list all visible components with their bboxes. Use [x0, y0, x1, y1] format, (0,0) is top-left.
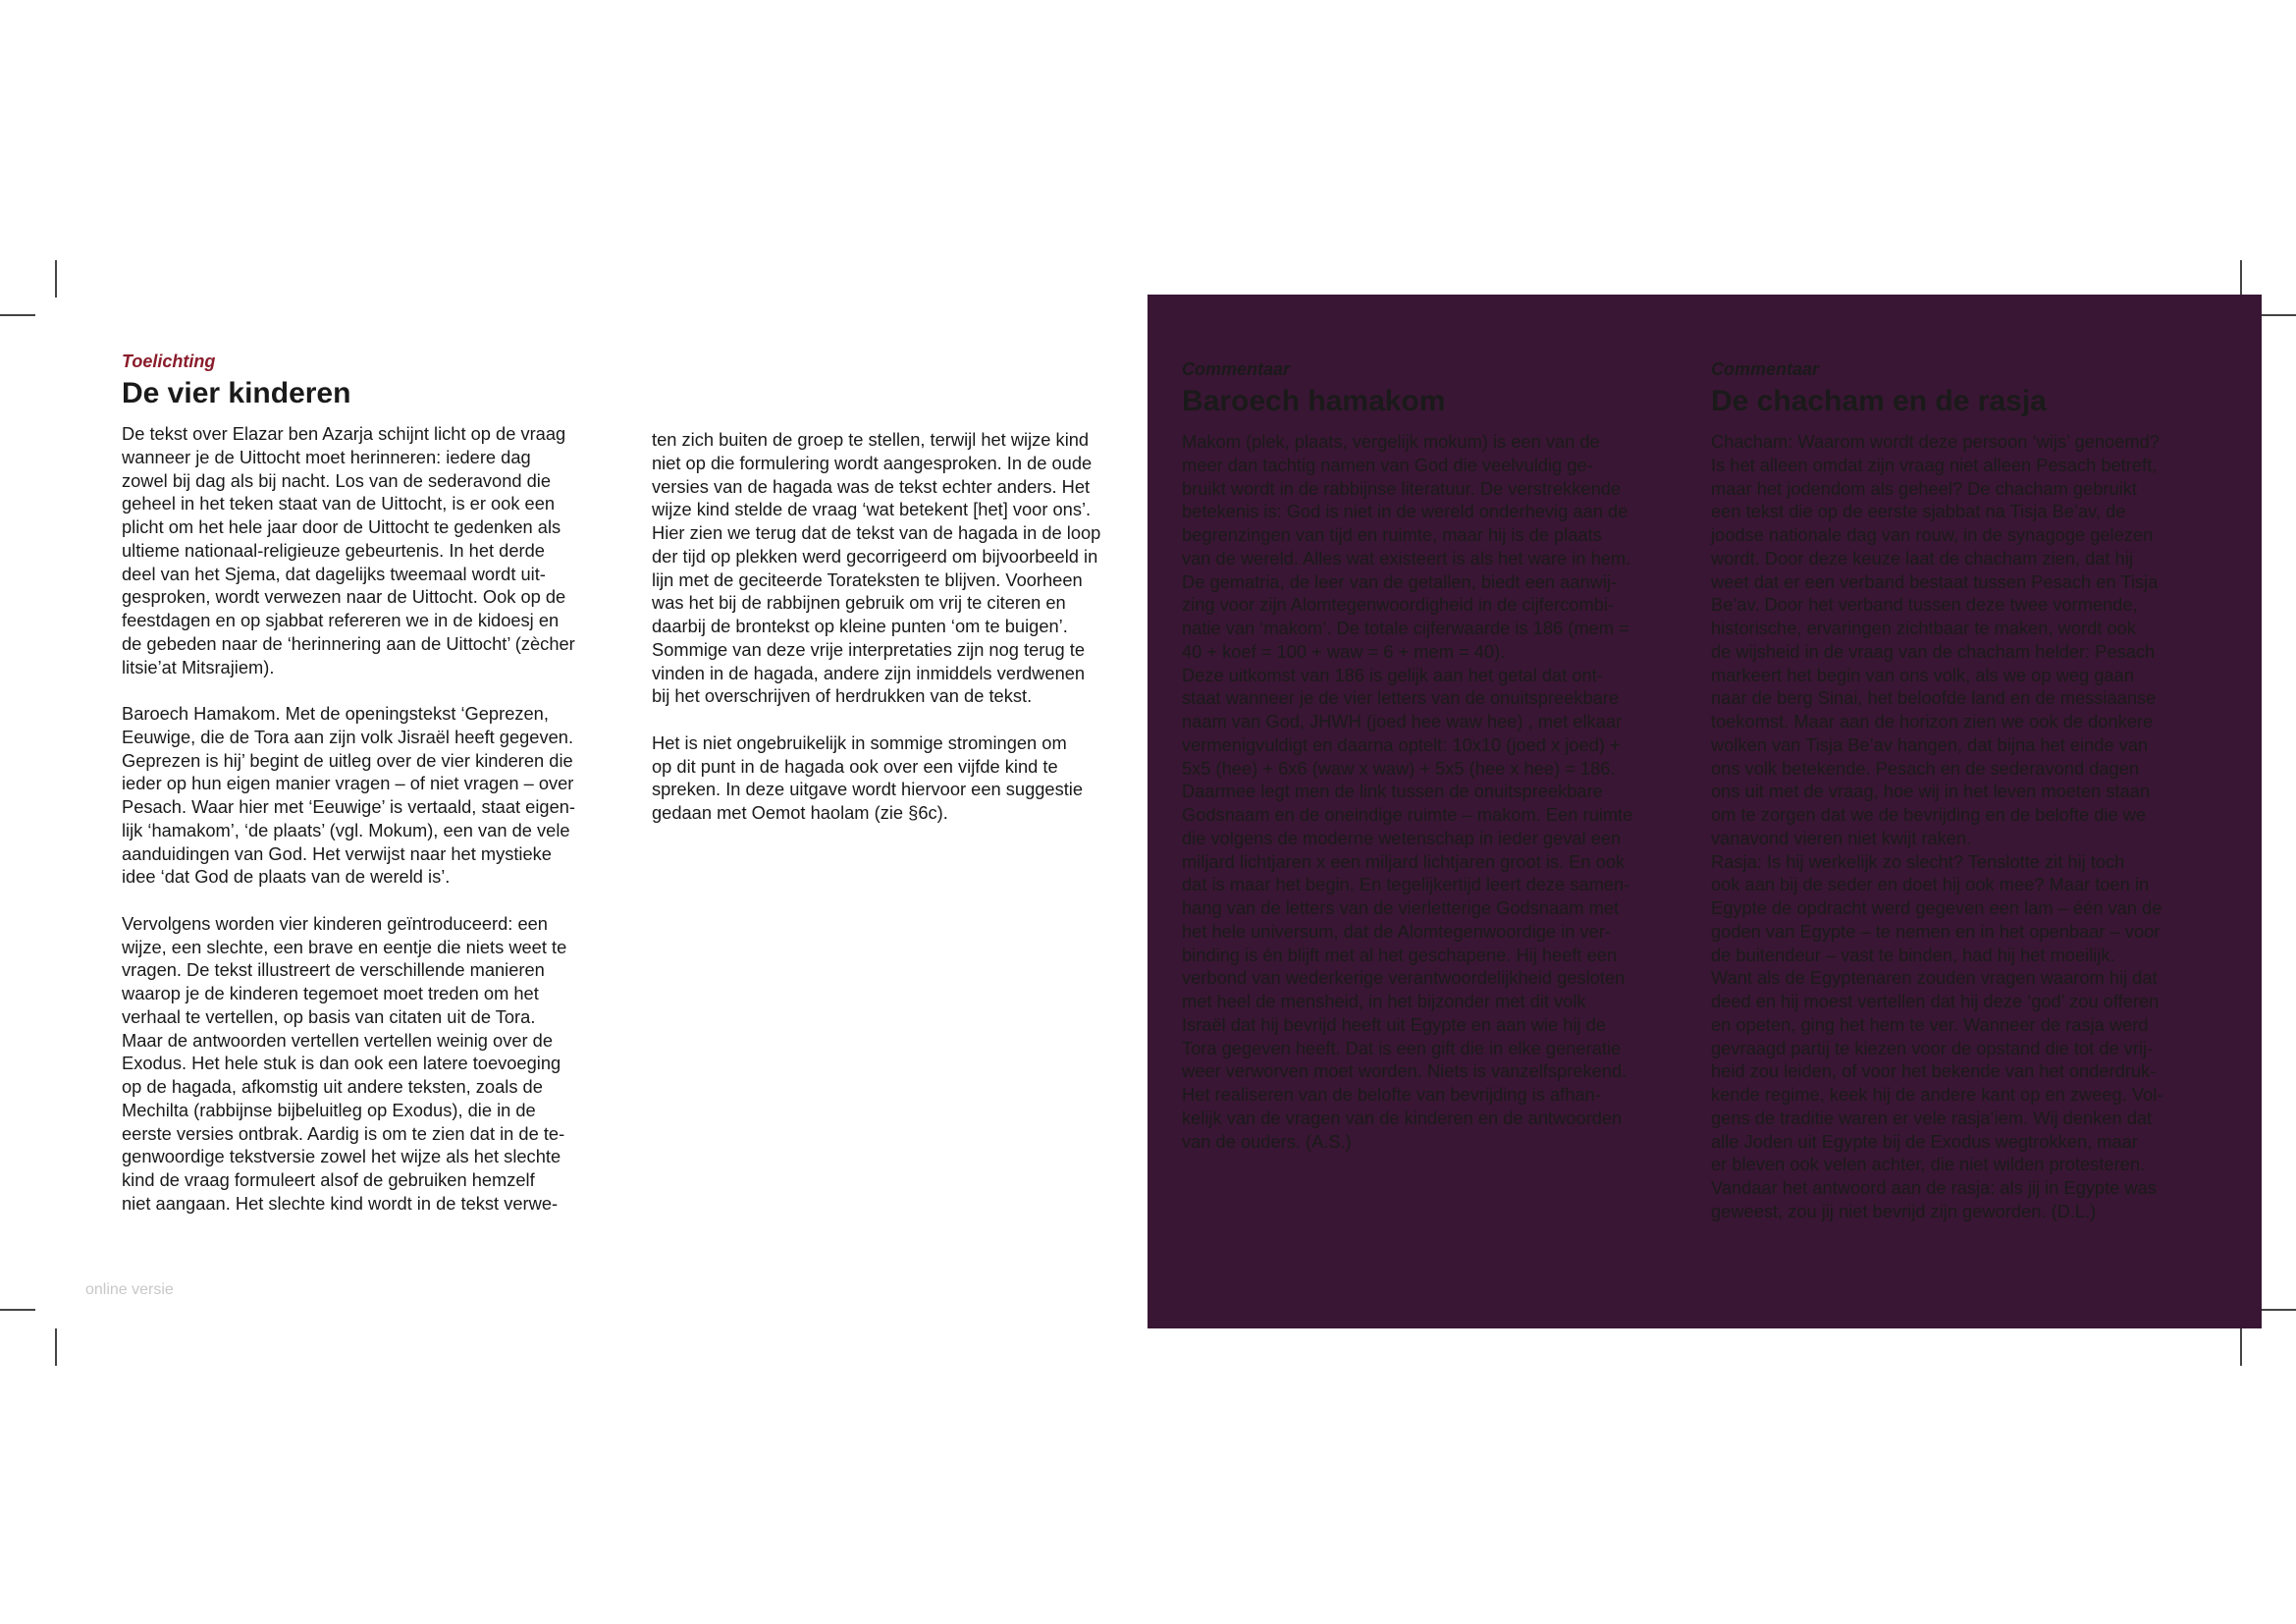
- paragraph: De tekst over Elazar ben Azarja schijnt licht op de vraag wanneer je de Uittocht moet herinneren: iedere dag zowel bij dag als bij nacht. Los van de sederavond die geheel in het teken staat van de Uittocht, is er ook een plicht om het hele jaar door de Uittocht te gedenken als ultieme nationaal-religieuze gebeurtenis. In het derde deel van het Sjema, dat dagelijks tweemaal wordt uit- gesproken, wordt verwezen naar de Uittocht. Ook op de feestdagen en op sjabbat refereren we in de kidoesj en de gebeden naar de ‘herinnering aan de Uittocht’ (zècher litsie’at Mitsrajiem).: [122, 423, 575, 677]
- paragraph: Chacham: Waarom wordt deze persoon ‘wijs’ genoemd? Is het alleen omdat zijn vraag niet alleen Pesach betreft, maar het jodendom als geheel? De chacham gebruikt een tekst die op de eerste sjabbat na Tisja Be’av, de joodse nationale dag van rouw, in de synagoge gelezen wordt. Door deze keuze laat de chacham zien, dat hij weet dat er een verband bestaat tussen Pesach en Tisja Be’av. Door het verband tussen deze twee vormende, historische, ervaringen zichtbaar te maken, wordt ook de wijsheid in de vraag van de chacham helder: Pesach markeert het begin van ons volk, als we op weg gaan naar de berg Sinai, het beloofde land en de messiaanse toekomst. Maar aan de horizon zien we ook de donkere wolken van Tisja Be’av hangen, dat bijna het einde van ons volk betekende. Pesach en de sederavond dagen ons uit met de vraag, hoe wij in het leven moeten staan om te zorgen dat we de bevrijding en de belofte die we vanavond vieren niet kwijt raken. Rasja: Is hij werkelijk zo slecht? Tenslotte zit hij toch ook aan bij de seder en doet hij ook mee? Maar toen in Egypte de opdracht werd gegeven een lam – één van de goden van Egypte – te nemen en in het openbaar – voor de buitendeur – vast te binden, had hij het moeilijk. Want als de Egyptenaren zouden vragen waarom hij dat deed en hij moest vertellen dat hij deze ‘god’ zou offeren en opeten, ging het hem te ver. Wanneer de rasja werd gevraagd partij te kiezen voor de opstand die tot de vrij- heid zou leiden, of voor het bekende van het onderdruk- kende regime, keek hij de andere kant op en zweeg. Vol- gens de traditie waren er vele rasja’iem. Wij denken dat alle Joden uit Egypte bij de Exodus wegtrokken, maar er bleven ook velen achter, die niet wilden protesteren. Vandaar het antwoord aan de rasja: als jij in Egypte was geweest, zou jij niet bevrijd zijn geworden. (D.L.): [1711, 431, 2163, 1221]
- crop-mark: [2261, 314, 2296, 316]
- crop-mark: [2240, 1328, 2242, 1366]
- section-title: Baroech hamakom: [1182, 385, 1446, 417]
- section-label: Commentaar: [1711, 359, 1820, 379]
- left-column-2: [652, 428, 1143, 848]
- crop-mark: [0, 314, 35, 316]
- crop-mark: [55, 1328, 57, 1366]
- page-title: De vier kinderen: [122, 377, 351, 409]
- crop-mark: [2240, 260, 2242, 298]
- paragraph: ten zich buiten de groep te stellen, terwijl het wijze kind niet op die formulering wordt aangesproken. In de oude versies van de hagada was de tekst echter anders. Het wijze kind stelde de vraag ‘wat betekent [het] voor ons’. Hier zien we terug dat de tekst van de hagada in de loop der tijd op plekken werd gecorrigeerd om bijvoorbeeld in lijn met de geciteerde Torateksten te blijven. Voorheen was het bij de rabbijnen gebruik om vrij te citeren en daarbij de brontekst op kleine punten ‘om te buigen’. Sommige van deze vrije interpretaties zijn nog terug te vinden in de hagada, andere zijn inmiddels verdwenen bij het overschrijven of herdrukken van de tekst.: [652, 429, 1101, 707]
- commentary-column-1: [1182, 357, 1673, 1153]
- section-label: Toelichting: [122, 352, 216, 371]
- crop-mark: [55, 260, 57, 298]
- crop-mark: [2261, 1309, 2296, 1311]
- paragraph: Baroech Hamakom. Met de openingstekst ‘Geprezen, Eeuwige, die de Tora aan zijn volk Jisraël heeft gegeven. Geprezen is hij’ begint de uitleg over de vier kinderen die ieder op hun eigen manier vragen – of niet vragen – over Pesach. Waar hier met ‘Eeuwige’ is vertaald, staat eigen- lijk ‘hamakom’, ‘de plaats’ (vgl. Mokum), een van de vele aanduidingen van God. Het verwijst naar het mystieke idee ‘dat God de plaats van de wereld is’.: [122, 703, 575, 888]
- crop-mark: [0, 1309, 35, 1311]
- paragraph: Het is niet ongebruikelijk in sommige stromingen om op dit punt in de hagada ook over een vijfde kind te spreken. In deze uitgave wordt hiervoor een suggestie gedaan met Oemot haolam (zie §6c).: [652, 731, 1084, 823]
- commentary-column-2: [1711, 357, 2221, 1223]
- left-column-1: [122, 350, 613, 1238]
- paragraph: Vervolgens worden vier kinderen geïntroduceerd: een wijze, een slechte, een brave en eentje die niets weet te vragen. De tekst illustreert de verschillende manieren waarop je de kinderen tegemoet moet treden om het verhaal te vertellen, op basis van citaten uit de Tora. Maar de antwoorden vertellen vertellen weinig over de Exodus. Het hele stuk is dan ook een latere toevoeging op de hagada, afkomstig uit andere teksten, zoals de Mechilta (rabbijnse bijbeluitleg op Exodus), die in de eerste versies ontbrak. Aardig is om te zien dat in de te- genwoordige tekstversie zowel het wijze als het slechte kind de vraag formuleert alsof de gebruiken hemzelf niet aangaan. Het slechte kind wordt in de tekst verwe-: [122, 912, 567, 1214]
- section-title: De chacham en de rasja: [1711, 385, 2047, 417]
- footer-note: online versie: [85, 1281, 174, 1298]
- section-label: Commentaar: [1182, 359, 1291, 379]
- paragraph: Makom (plek, plaats, vergelijk mokum) is een van de meer dan tachtig namen van God die veelvuldig ge- bruikt wordt in de rabbijnse literatuur. De verstrekkende betekenis is: God is niet in de wereld onderhevig aan de begrenzingen van tijd en ruimte, maar hij is de plaats van de wereld. Alles wat existeert is als het ware in hem. De gematria, de leer van de getallen, biedt een aanwij- zing voor zijn Alomtegenwoordigheid in de cijfercombi- natie van ‘makom’. De totale cijferwaarde is 186 (mem = 40 + koef = 100 + waw = 6 + mem = 40). Deze uitkomst van 186 is gelijk aan het getal dat ont- staat wanneer je de vier letters van de onuitspreekbare naam van God, JHWH (joed hee waw hee) , met elkaar vermenigvuldigt en daarna optelt: 10x10 (joed x joed) + 5x5 (hee) + 6x6 (waw x waw) + 5x5 (hee x hee) = 186. Daarmee legt men de link tussen de onuitspreekbare Godsnaam en de oneindige ruimte – makom. Een ruimte die volgens de moderne wetenschap in ieder geval een miljard lichtjaren x een miljard lichtjaren groot is. En ook dat is maar het begin. En tegelijkertijd leert deze samen- hang van de letters van de vierletterige Godsnaam met het hele universum, dat de Alomtegenwoordige in ver- binding is én blijft met al het geschapene. Hij heeft een verbond van wederkerige verantwoordelijkheid gesloten met heel de mensheid, in het bijzonder met dit volk Israël dat hij bevrijd heeft uit Egypte en aan wie hij de Tora gegeven heeft. Dat is een gift die in elke generatie weer verworven moet worden. Niets is vanzelfsprekend. Het realiseren van de belofte van bevrijding is afhan- kelijk van de vragen van de kinderen en de antwoorden van de ouders. (A.S.): [1182, 431, 1633, 1152]
